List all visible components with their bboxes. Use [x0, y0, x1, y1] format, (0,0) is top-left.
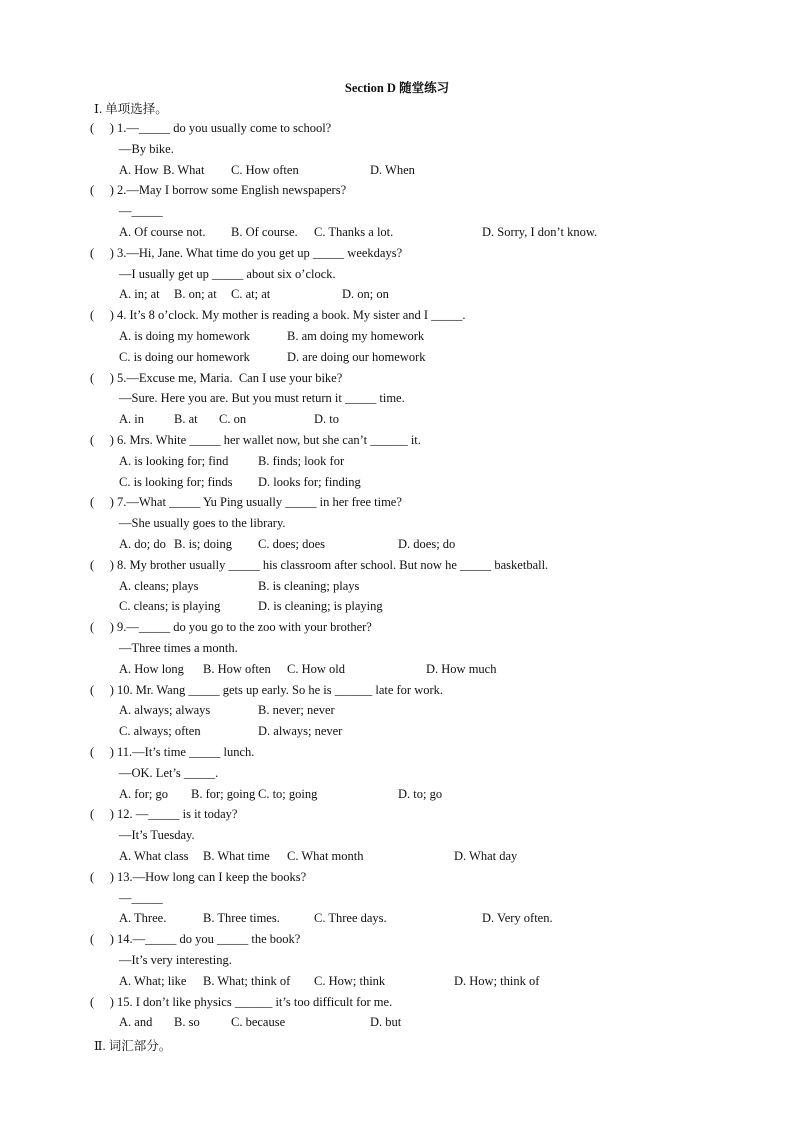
question-response: —_____	[119, 204, 163, 219]
answer-option: B. never; never	[258, 703, 335, 718]
answer-option: C. does; does	[258, 537, 326, 551]
answer-option: C. is doing our homework	[119, 349, 250, 364]
section-heading-2: Ⅱ. 词汇部分。	[94, 1039, 172, 1053]
question-stem: 5.—Excuse me, Maria. Can I use your bike?	[117, 370, 343, 385]
question-response: —She usually goes to the library.	[119, 516, 286, 531]
question-response: —I usually get up _____ about six o’clock.	[119, 266, 336, 281]
answer-blank: ( )	[90, 121, 114, 135]
question-stem: 14.—_____ do you _____ the book?	[117, 932, 301, 947]
question-stem: 1.—_____ do you usually come to school?	[117, 121, 332, 135]
answer-option: A. in	[119, 412, 144, 427]
answer-option: C. How often	[231, 162, 299, 177]
answer-option: A. in; at	[119, 287, 160, 302]
answer-option: D. does; do	[398, 537, 456, 551]
answer-option: B. What	[163, 162, 205, 177]
answer-option: A. do; do	[119, 537, 166, 551]
answer-option: C. What month	[287, 849, 364, 863]
answer-option: C. because	[231, 1015, 286, 1030]
answer-option: A. Three.	[119, 911, 167, 926]
answer-option: C. Thanks a lot.	[314, 225, 394, 239]
answer-option: C. on	[219, 412, 247, 427]
answer-option: A. always; always	[119, 703, 211, 718]
question-response: —_____	[119, 890, 163, 905]
answer-option: D. are doing our homework	[287, 349, 426, 364]
answer-option: D. Sorry, I don’t know.	[482, 225, 598, 239]
answer-blank: ( )	[90, 495, 114, 510]
answer-option: B. for; going	[191, 786, 256, 801]
answer-option: A. and	[119, 1015, 153, 1030]
answer-blank: ( )	[90, 245, 114, 260]
question-response: —Three times a month.	[119, 641, 238, 655]
answer-blank: ( )	[90, 807, 114, 822]
question-stem: 8. My brother usually _____ his classroom after school. But now he _____ basketball.	[117, 557, 549, 572]
answer-option: D. on; on	[342, 287, 389, 302]
answer-option: A. is looking for; find	[119, 453, 229, 468]
section-heading-1: Ⅰ. 单项选择。	[94, 102, 168, 116]
question-response: —Sure. Here you are. But you must return it _____ time.	[119, 391, 405, 406]
answer-option: D. to	[314, 412, 339, 427]
question-stem: 6. Mrs. White _____ her wallet now, but she can’t ______ it.	[117, 433, 421, 447]
answer-option: A. What; like	[119, 973, 187, 988]
answer-blank: ( )	[90, 557, 114, 572]
answer-option: D. How much	[426, 661, 497, 676]
answer-option: B. What; think of	[203, 973, 291, 988]
answer-option: D. always; never	[258, 724, 343, 739]
answer-option: D. How; think of	[454, 973, 540, 988]
question-stem: 3.—Hi, Jane. What time do you get up _____ weekdays?	[117, 245, 403, 260]
answer-option: C. to; going	[258, 786, 318, 801]
answer-option: B. on; at	[174, 287, 217, 302]
question-stem: 11.—It’s time _____ lunch.	[117, 745, 255, 759]
question-stem: 10. Mr. Wang _____ gets up early. So he is ______ late for work.	[117, 682, 444, 697]
answer-blank: ( )	[90, 994, 114, 1009]
answer-option: D. Very often.	[482, 911, 553, 926]
question-response: —By bike.	[119, 141, 174, 156]
answer-option: D. is cleaning; is playing	[258, 599, 383, 614]
answer-option: B. is cleaning; plays	[258, 578, 360, 593]
answer-option: B. finds; look for	[258, 453, 345, 468]
answer-option: B. Three times.	[203, 911, 280, 926]
answer-option: A. How	[119, 162, 159, 177]
answer-blank: ( )	[90, 682, 114, 697]
answer-option: C. Three days.	[314, 911, 387, 926]
answer-option: D. looks for; finding	[258, 474, 361, 489]
answer-option: A. for; go	[119, 786, 168, 801]
answer-option: C. is looking for; finds	[119, 474, 233, 489]
answer-option: D. When	[370, 162, 415, 177]
question-stem: 15. I don’t like physics ______ it’s too difficult for me.	[117, 994, 393, 1009]
answer-option: C. at; at	[231, 287, 271, 302]
question-stem: 13.—How long can I keep the books?	[117, 869, 307, 884]
answer-option: B. am doing my homework	[287, 329, 425, 343]
answer-option: D. to; go	[398, 786, 443, 801]
answer-option: B. Of course.	[231, 225, 298, 239]
question-response: —OK. Let’s _____.	[119, 765, 219, 780]
answer-option: C. always; often	[119, 724, 201, 739]
answer-blank: ( )	[90, 932, 114, 947]
answer-blank: ( )	[90, 745, 114, 759]
answer-option: A. What class	[119, 849, 189, 863]
answer-option: A. is doing my homework	[119, 329, 250, 343]
answer-option: A. cleans; plays	[119, 578, 199, 593]
answer-option: A. Of course not.	[119, 225, 206, 239]
question-stem: 4. It’s 8 o’clock. My mother is reading a book. My sister and I _____.	[117, 308, 466, 323]
question-stem: 12. —_____ is it today?	[117, 807, 238, 822]
answer-blank: ( )	[90, 433, 114, 447]
answer-blank: ( )	[90, 308, 114, 323]
answer-option: A. How long	[119, 661, 184, 676]
answer-option: C. cleans; is playing	[119, 599, 221, 614]
question-stem: 2.—May I borrow some English newspapers?	[117, 183, 347, 198]
answer-blank: ( )	[90, 620, 114, 635]
question-response: —It’s Tuesday.	[119, 828, 195, 843]
answer-blank: ( )	[90, 183, 114, 198]
question-stem: 9.—_____ do you go to the zoo with your brother?	[117, 620, 372, 635]
answer-option: B. How often	[203, 661, 271, 676]
answer-option: B. so	[174, 1015, 200, 1030]
question-response: —It’s very interesting.	[119, 953, 232, 967]
answer-option: C. How; think	[314, 973, 386, 988]
answer-option: D. but	[370, 1015, 402, 1030]
page-title: Section D 随堂练习	[344, 81, 450, 95]
answer-option: D. What day	[454, 849, 518, 863]
answer-option: B. is; doing	[174, 537, 232, 551]
answer-option: B. What time	[203, 849, 270, 863]
question-stem: 7.—What _____ Yu Ping usually _____ in her free time?	[117, 495, 402, 510]
answer-blank: ( )	[90, 370, 114, 385]
answer-option: C. How old	[287, 661, 345, 676]
answer-blank: ( )	[90, 869, 114, 884]
answer-option: B. at	[174, 412, 198, 427]
